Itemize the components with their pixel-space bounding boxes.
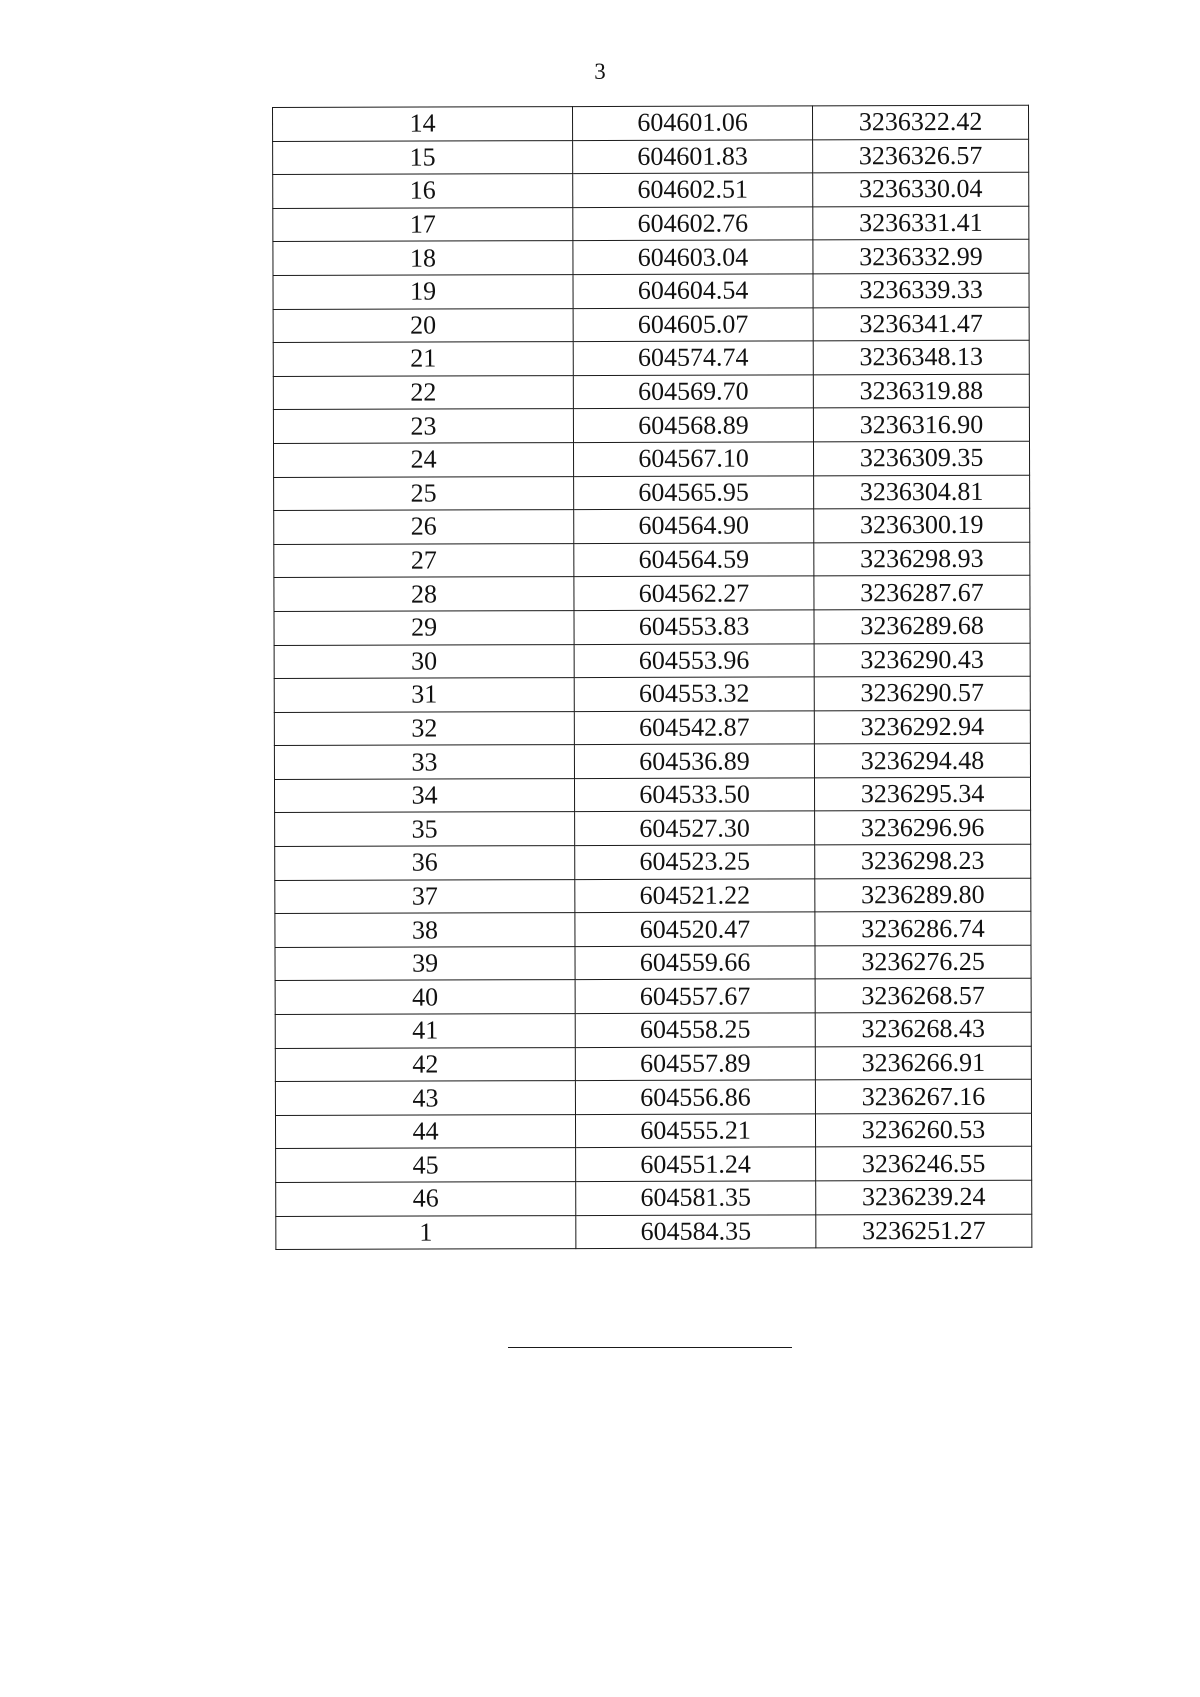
x-coordinate-cell: 604604.54 <box>573 274 813 308</box>
y-coordinate-cell: 3236304.81 <box>814 475 1030 509</box>
y-coordinate-cell: 3236266.91 <box>815 1046 1031 1080</box>
x-coordinate-cell: 604564.59 <box>574 543 814 577</box>
y-coordinate-cell: 3236316.90 <box>813 408 1029 442</box>
y-coordinate-cell: 3236289.80 <box>815 878 1031 912</box>
point-number-cell: 24 <box>273 443 573 477</box>
x-coordinate-cell: 604557.89 <box>575 1047 815 1081</box>
point-number-cell: 23 <box>273 409 573 443</box>
table-row <box>275 912 1031 948</box>
x-coordinate-cell: 604527.30 <box>575 811 815 845</box>
x-coordinate-cell: 604551.24 <box>576 1147 816 1181</box>
point-number-cell: 34 <box>274 778 574 812</box>
point-number-cell: 14 <box>273 107 573 141</box>
y-coordinate-cell: 3236267.16 <box>815 1079 1031 1113</box>
x-coordinate-cell: 604536.89 <box>574 744 814 778</box>
point-number-cell: 18 <box>273 241 573 275</box>
x-coordinate-cell: 604533.50 <box>574 778 814 812</box>
point-number-cell: 35 <box>275 812 575 846</box>
y-coordinate-cell: 3236332.99 <box>813 240 1029 274</box>
table-row <box>273 441 1029 477</box>
y-coordinate-cell: 3236268.43 <box>815 1012 1031 1046</box>
y-coordinate-cell: 3236268.57 <box>815 979 1031 1013</box>
y-coordinate-cell: 3236326.57 <box>813 139 1029 173</box>
table-row <box>275 811 1031 847</box>
page-number: 3 <box>594 59 606 84</box>
point-number-cell: 20 <box>273 308 573 342</box>
x-coordinate-cell: 604567.10 <box>573 442 813 476</box>
point-number-cell: 44 <box>275 1114 575 1148</box>
point-number-cell: 32 <box>274 711 574 745</box>
y-coordinate-cell: 3236341.47 <box>813 307 1029 341</box>
x-coordinate-cell: 604602.51 <box>573 173 813 207</box>
x-coordinate-cell: 604601.83 <box>573 139 813 173</box>
table-row <box>276 1147 1032 1183</box>
table-row <box>275 1079 1031 1115</box>
point-number-cell: 22 <box>273 375 573 409</box>
y-coordinate-cell: 3236330.04 <box>813 172 1029 206</box>
y-coordinate-cell: 3236289.68 <box>814 609 1030 643</box>
point-number-cell: 41 <box>275 1014 575 1048</box>
y-coordinate-cell: 3236292.94 <box>814 710 1030 744</box>
table-row <box>274 676 1030 712</box>
y-coordinate-cell: 3236251.27 <box>816 1214 1032 1248</box>
x-coordinate-cell: 604559.66 <box>575 946 815 980</box>
x-coordinate-cell: 604602.76 <box>573 207 813 241</box>
point-number-cell: 1 <box>276 1215 576 1249</box>
point-number-cell: 26 <box>274 510 574 544</box>
point-number-cell: 25 <box>274 476 574 510</box>
point-number-cell: 15 <box>273 140 573 174</box>
table-row <box>276 1180 1032 1216</box>
table-row <box>275 878 1031 914</box>
x-coordinate-cell: 604603.04 <box>573 240 813 274</box>
y-coordinate-cell: 3236290.43 <box>814 643 1030 677</box>
y-coordinate-cell: 3236260.53 <box>815 1113 1031 1147</box>
point-number-cell: 33 <box>274 745 574 779</box>
y-coordinate-cell: 3236322.42 <box>812 105 1028 139</box>
x-coordinate-cell: 604521.22 <box>575 879 815 913</box>
table-row <box>275 1113 1031 1149</box>
y-coordinate-cell: 3236295.34 <box>814 777 1030 811</box>
table-row <box>276 1214 1032 1250</box>
y-coordinate-cell: 3236298.23 <box>815 844 1031 878</box>
table-row <box>274 475 1030 511</box>
table-row <box>275 844 1031 880</box>
y-coordinate-cell: 3236296.96 <box>815 811 1031 845</box>
y-coordinate-cell: 3236287.67 <box>814 576 1030 610</box>
point-number-cell: 39 <box>275 946 575 980</box>
x-coordinate-cell: 604556.86 <box>575 1080 815 1114</box>
table-row <box>275 945 1031 981</box>
table-row <box>273 240 1029 276</box>
table-row <box>273 206 1029 242</box>
x-coordinate-cell: 604581.35 <box>576 1181 816 1215</box>
table-row <box>274 542 1030 578</box>
point-number-cell: 36 <box>275 846 575 880</box>
y-coordinate-cell: 3236286.74 <box>815 912 1031 946</box>
point-number-cell: 45 <box>276 1148 576 1182</box>
table-row <box>273 273 1029 309</box>
x-coordinate-cell: 604557.67 <box>575 979 815 1013</box>
point-number-cell: 27 <box>274 543 574 577</box>
table-row <box>274 744 1030 780</box>
y-coordinate-cell: 3236300.19 <box>814 508 1030 542</box>
point-number-cell: 19 <box>273 275 573 309</box>
table-row <box>273 172 1029 208</box>
x-coordinate-cell: 604569.70 <box>573 375 813 409</box>
table-row <box>274 508 1030 544</box>
table-row <box>273 340 1029 376</box>
y-coordinate-cell: 3236294.48 <box>814 744 1030 778</box>
x-coordinate-cell: 604601.06 <box>573 106 813 140</box>
point-number-cell: 43 <box>275 1081 575 1115</box>
table-row <box>275 979 1031 1015</box>
y-coordinate-cell: 3236298.93 <box>814 542 1030 576</box>
point-number-cell: 46 <box>276 1182 576 1216</box>
table-row <box>274 643 1030 679</box>
x-coordinate-cell: 604523.25 <box>575 845 815 879</box>
x-coordinate-cell: 604542.87 <box>574 711 814 745</box>
table-row <box>273 374 1029 410</box>
x-coordinate-cell: 604553.96 <box>574 643 814 677</box>
table-row <box>273 408 1029 444</box>
point-number-cell: 37 <box>275 879 575 913</box>
y-coordinate-cell: 3236276.25 <box>815 945 1031 979</box>
table-row <box>274 710 1030 746</box>
x-coordinate-cell: 604564.90 <box>574 509 814 543</box>
x-coordinate-cell: 604605.07 <box>573 307 813 341</box>
point-number-cell: 40 <box>275 980 575 1014</box>
table-row <box>274 777 1030 813</box>
point-number-cell: 21 <box>273 342 573 376</box>
x-coordinate-cell: 604562.27 <box>574 576 814 610</box>
point-number-cell: 17 <box>273 207 573 241</box>
x-coordinate-cell: 604584.35 <box>576 1214 816 1248</box>
coordinates-table <box>272 105 1032 1250</box>
y-coordinate-cell: 3236319.88 <box>813 374 1029 408</box>
y-coordinate-cell: 3236309.35 <box>813 441 1029 475</box>
y-coordinate-cell: 3236339.33 <box>813 273 1029 307</box>
point-number-cell: 16 <box>273 174 573 208</box>
coordinates-table-body <box>273 105 1032 1249</box>
x-coordinate-cell: 604574.74 <box>573 341 813 375</box>
point-number-cell: 28 <box>274 577 574 611</box>
point-number-cell: 30 <box>274 644 574 678</box>
table-row <box>273 307 1029 343</box>
x-coordinate-cell: 604568.89 <box>573 408 813 442</box>
y-coordinate-cell: 3236331.41 <box>813 206 1029 240</box>
table-row <box>273 105 1029 141</box>
table-row <box>274 609 1030 645</box>
x-coordinate-cell: 604565.95 <box>574 475 814 509</box>
table-row <box>273 139 1029 175</box>
table-row <box>274 576 1030 612</box>
y-coordinate-cell: 3236348.13 <box>813 340 1029 374</box>
x-coordinate-cell: 604553.32 <box>574 677 814 711</box>
x-coordinate-cell: 604520.47 <box>575 912 815 946</box>
table-row <box>275 1046 1031 1082</box>
point-number-cell: 38 <box>275 913 575 947</box>
x-coordinate-cell: 604555.21 <box>575 1114 815 1148</box>
y-coordinate-cell: 3236290.57 <box>814 676 1030 710</box>
y-coordinate-cell: 3236246.55 <box>816 1147 1032 1181</box>
point-number-cell: 42 <box>275 1047 575 1081</box>
x-coordinate-cell: 604558.25 <box>575 1013 815 1047</box>
end-of-table-rule <box>508 1347 792 1348</box>
table-row <box>275 1012 1031 1048</box>
y-coordinate-cell: 3236239.24 <box>816 1180 1032 1214</box>
point-number-cell: 29 <box>274 611 574 645</box>
x-coordinate-cell: 604553.83 <box>574 610 814 644</box>
point-number-cell: 31 <box>274 678 574 712</box>
